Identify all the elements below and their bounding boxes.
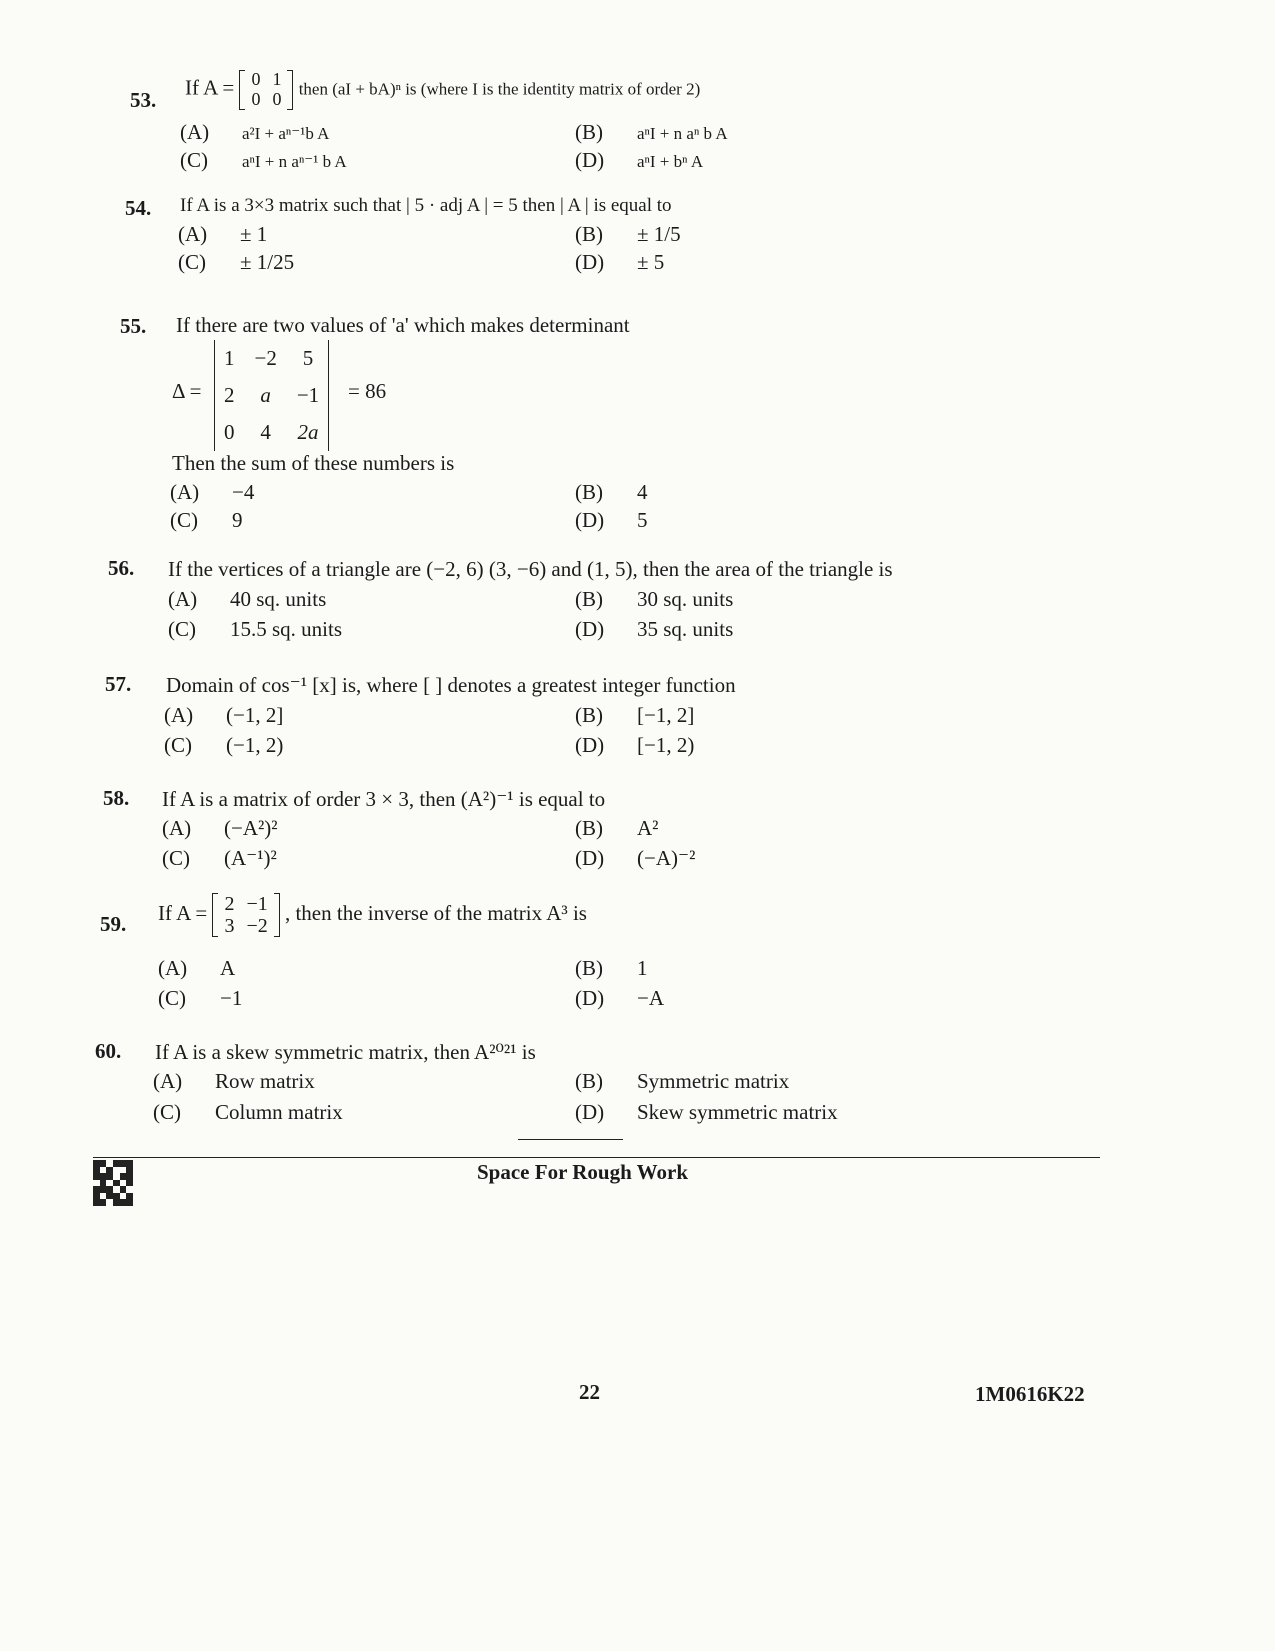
option-b[interactable]: (B) 30 sq. units: [575, 587, 734, 611]
option-c[interactable]: (C) −1: [158, 986, 243, 1010]
option-c[interactable]: (C) (A⁻¹)²: [162, 846, 277, 870]
matrix: 2 −1 3 −2: [212, 893, 279, 937]
question-text: then (aI + bA)ⁿ is (where I is the identity matrix of order 2): [298, 79, 701, 99]
option-c[interactable]: (C) (−1, 2): [164, 733, 284, 757]
option-a[interactable]: (A) −4: [170, 480, 255, 504]
question-text: If there are two values of 'a' which makes determinant: [176, 313, 630, 337]
question-number: 57.: [105, 672, 132, 696]
question-number: 53.: [130, 88, 157, 112]
option-d[interactable]: (D) Skew symmetric matrix: [575, 1100, 838, 1124]
question-text: If A =: [185, 75, 235, 100]
option-c[interactable]: (C) ± 1/25: [178, 250, 295, 274]
matrix: 0 1 0 0: [239, 70, 293, 110]
option-c[interactable]: (C) 9: [170, 508, 243, 532]
question-number: 58.: [103, 786, 130, 810]
question-text: If A is a matrix of order 3 × 3, then (A²)⁻¹ is equal to: [162, 787, 606, 811]
option-b[interactable]: (B) aⁿI + n aⁿ b A: [575, 120, 728, 144]
option-b[interactable]: (B) 1: [575, 956, 648, 980]
determinant-rhs: = 86: [348, 379, 387, 403]
option-d[interactable]: (D) ± 5: [575, 250, 665, 274]
footer-divider: [93, 1157, 1100, 1158]
option-a[interactable]: (A) (−1, 2]: [164, 703, 284, 727]
question-text: If the vertices of a triangle are (−2, 6) (3, −6) and (1, 5), then the area of the triangle is: [168, 557, 893, 581]
determinant: 1 −2 5 2 a −1 0 4 2a: [214, 340, 329, 451]
option-c[interactable]: (C) Column matrix: [153, 1100, 343, 1124]
option-a[interactable]: (A) ± 1: [178, 222, 268, 246]
question-number: 56.: [108, 556, 135, 580]
question-number: 60.: [95, 1039, 122, 1063]
booklet-code: 1M0616K22: [975, 1382, 1085, 1406]
question-number: 54.: [125, 196, 152, 220]
option-b[interactable]: (B) [−1, 2]: [575, 703, 695, 727]
question-text: Domain of cos⁻¹ [x] is, where [ ] denotes a greatest integer function: [166, 673, 736, 697]
option-b[interactable]: (B) ± 1/5: [575, 222, 681, 246]
qr-code-icon: [93, 1160, 133, 1206]
option-a[interactable]: (A) (−A²)²: [162, 816, 278, 840]
option-a[interactable]: (A) a²I + aⁿ⁻¹b A: [180, 120, 330, 144]
question-text: If A =: [158, 900, 208, 925]
question-text: Then the sum of these numbers is: [172, 451, 455, 475]
option-b[interactable]: (B) A²: [575, 816, 659, 840]
question-number: 55.: [120, 314, 147, 338]
rough-work-heading: Space For Rough Work: [477, 1160, 689, 1184]
determinant-lhs: Δ =: [172, 379, 202, 403]
option-c[interactable]: (C) aⁿI + n aⁿ⁻¹ b A: [180, 148, 347, 172]
question-53: [185, 70, 700, 110]
option-d[interactable]: (D) (−A)⁻²: [575, 846, 696, 870]
end-rule: [518, 1139, 623, 1140]
option-b[interactable]: (B) 4: [575, 480, 648, 504]
question-text: , then the inverse of the matrix A³ is: [284, 900, 587, 925]
option-a[interactable]: (A) Row matrix: [153, 1069, 315, 1093]
question-59: [158, 893, 587, 937]
page-number: 22: [579, 1380, 600, 1404]
option-d[interactable]: (D) [−1, 2): [575, 733, 695, 757]
question-text: If A is a 3×3 matrix such that | 5 · adj A | = 5 then | A | is equal to: [180, 195, 672, 216]
option-d[interactable]: (D) −A: [575, 986, 665, 1010]
option-d[interactable]: (D) 35 sq. units: [575, 617, 734, 641]
option-b[interactable]: (B) Symmetric matrix: [575, 1069, 790, 1093]
option-d[interactable]: (D) aⁿI + bⁿ A: [575, 148, 704, 172]
question-text: If A is a skew symmetric matrix, then A²⁰²¹ is: [155, 1040, 536, 1064]
question-number: 59.: [100, 912, 127, 936]
option-c[interactable]: (C) 15.5 sq. units: [168, 617, 343, 641]
option-a[interactable]: (A) A: [158, 956, 236, 980]
option-a[interactable]: (A) 40 sq. units: [168, 587, 327, 611]
option-d[interactable]: (D) 5: [575, 508, 648, 532]
